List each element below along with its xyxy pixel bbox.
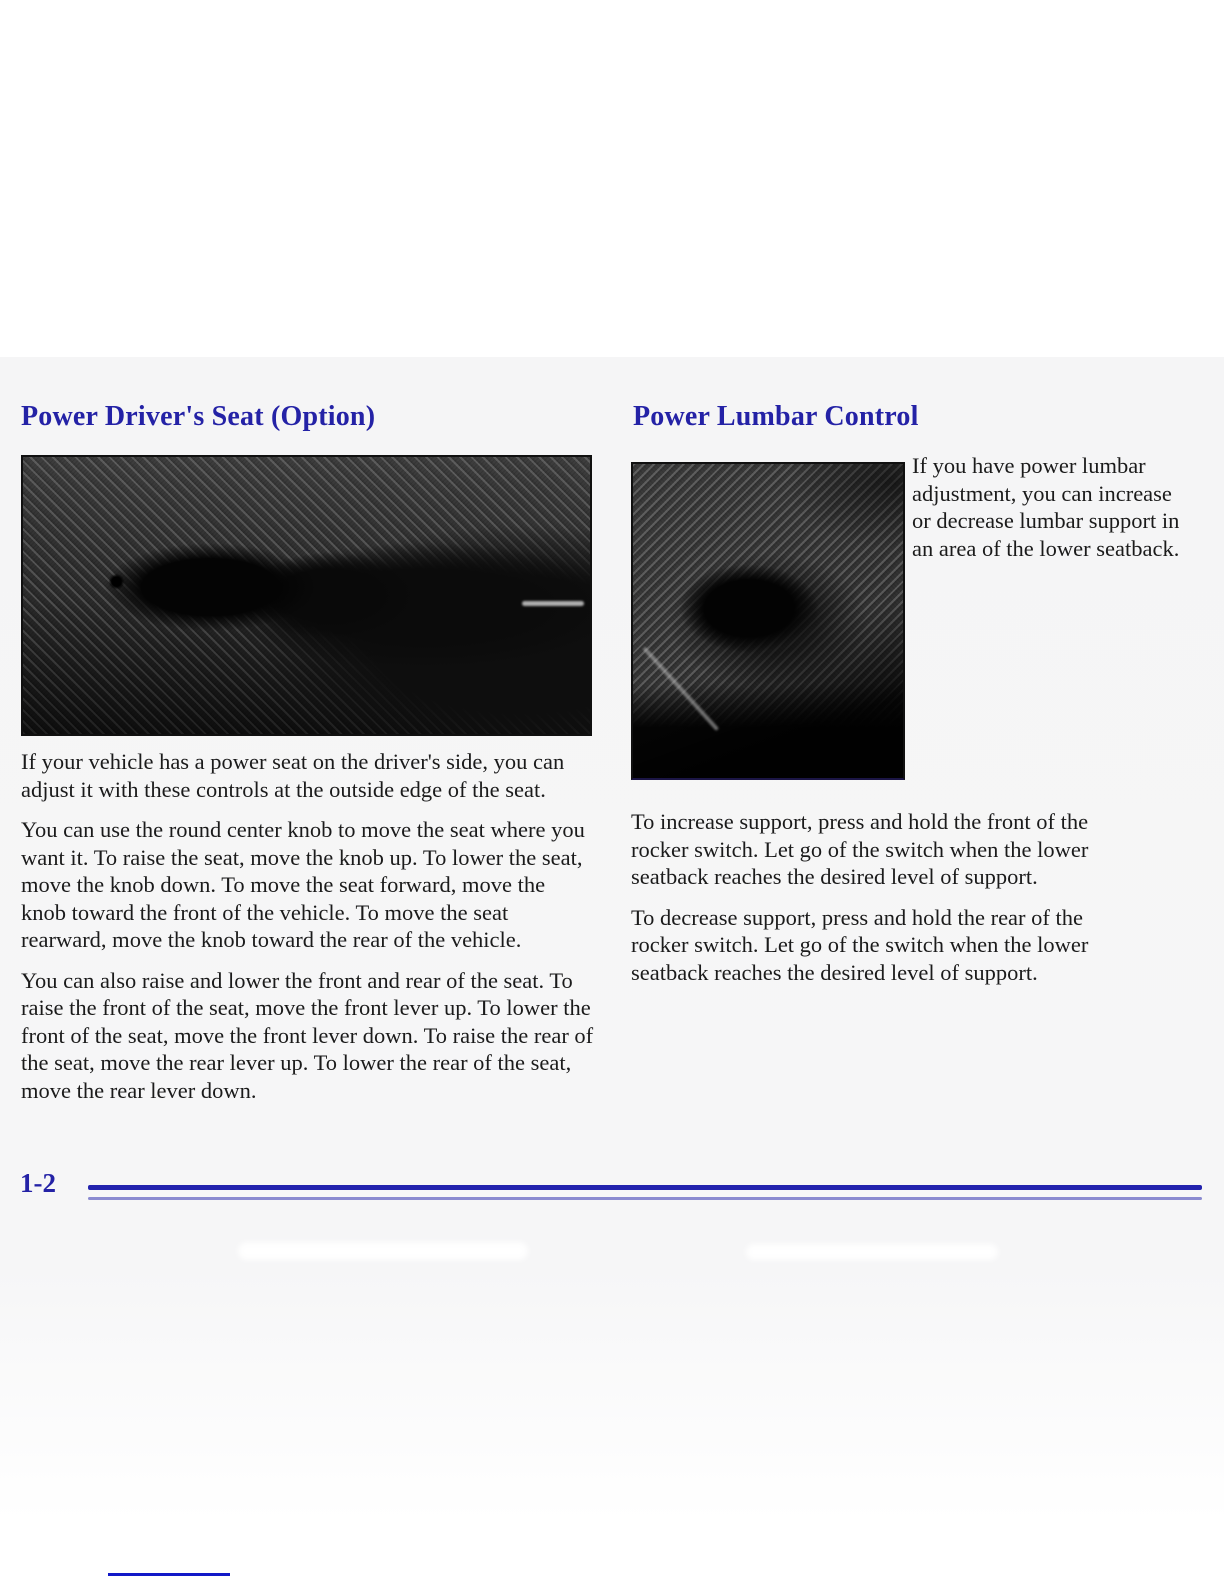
- scan-smudge: [238, 1242, 528, 1260]
- heading-power-drivers-seat: Power Driver's Seat (Option): [21, 401, 376, 432]
- power-lumbar-body-text: [631, 808, 1145, 999]
- bottom-left-line: [108, 1573, 230, 1576]
- page-number: 1-2: [20, 1168, 56, 1198]
- paragraph: If you have power lumbar adjustment, you can increase or decrease lumbar support in an area of the lower seatback.: [912, 453, 1180, 561]
- paragraph: If your vehicle has a power seat on the driver's side, you can adjust it with these controls at the outside edge of the seat.: [21, 749, 565, 802]
- power-seat-controls-photo: [21, 455, 592, 736]
- paragraph: To increase support, press and hold the front of the rocker switch. Let go of the switch when the lower seatback reaches the desired level of support.: [631, 809, 1089, 889]
- lumbar-intro-text: [912, 452, 1180, 575]
- paragraph: You can use the round center knob to move the seat where you want it. To raise the seat, move the knob up. To lower the seat, move the knob down. To move the seat forward, move the knob toward the front of the vehicle. To move the seat rearward, move the knob toward the rear of the vehicle.: [21, 817, 585, 952]
- paragraph: To decrease support, press and hold the rear of the rocker switch. Let go of the switch when the lower seatback reaches the desired level of support.: [631, 904, 1089, 985]
- power-seat-body-text: [21, 748, 595, 1117]
- photo-highlight-streak: [522, 601, 584, 606]
- footer-rule-thick: [88, 1185, 1202, 1190]
- paragraph: You can also raise and lower the front and rear of the seat. To raise the front of the seat, move the front lever up. To lower the front of the seat, move the front lever down. To raise the rear of the seat, move the rear lever up. To lower the rear of the seat, move the rear lever down.: [21, 967, 594, 1103]
- scan-smudge: [746, 1244, 998, 1260]
- power-lumbar-switch-photo: [631, 462, 905, 780]
- footer-rule-thin: [88, 1197, 1202, 1200]
- heading-power-lumbar-control: Power Lumbar Control: [633, 401, 919, 432]
- photo-highlight-streak: [642, 647, 719, 731]
